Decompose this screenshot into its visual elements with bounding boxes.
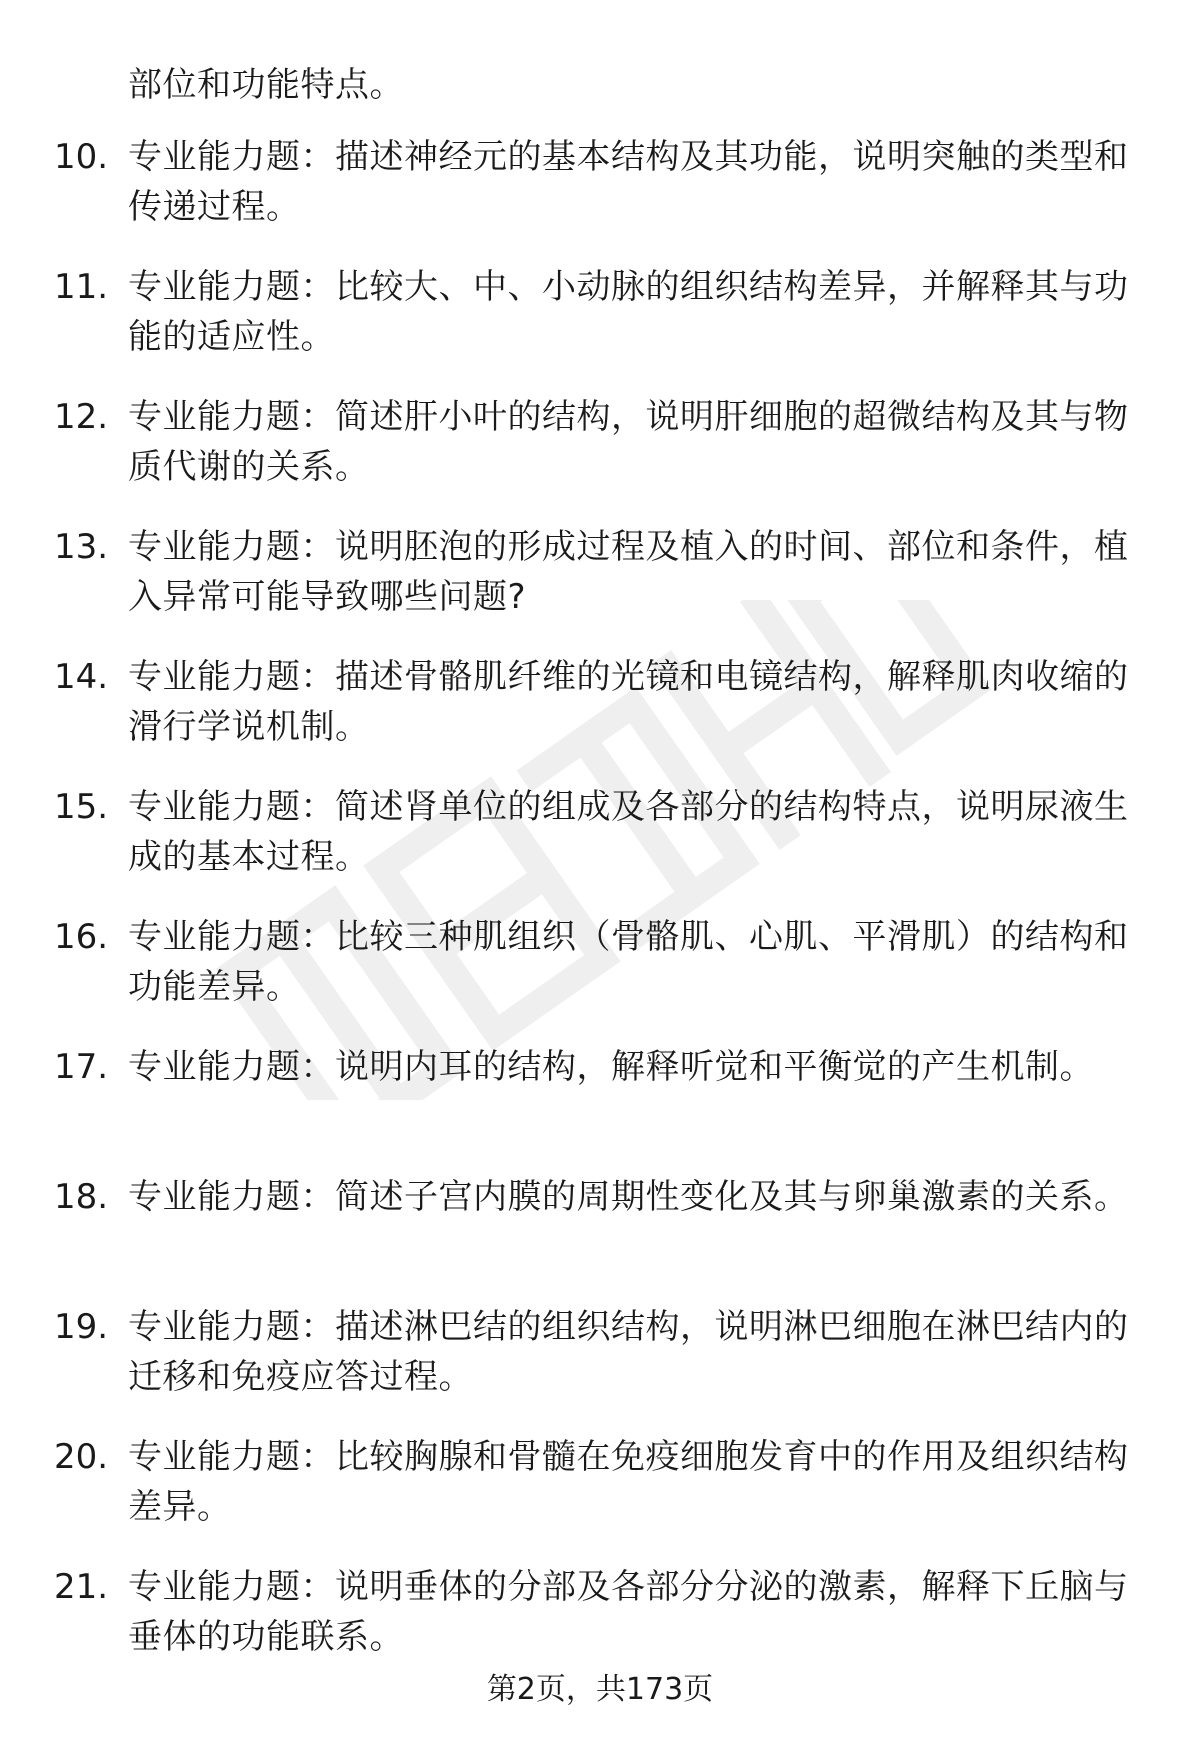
question-text: 专业能力题：简述子宫内膜的周期性变化及其与卵巢激素的关系。	[128, 1177, 1129, 1217]
question-text: 专业能力题：比较胸腺和骨髓在免疫细胞发育中的作用及组织结构差异。	[128, 1437, 1129, 1527]
question-text: 专业能力题：描述骨骼肌纤维的光镜和电镜结构，解释肌肉收缩的滑行学说机制。	[128, 657, 1129, 747]
question-item	[0, 522, 1200, 652]
question-list	[0, 132, 1200, 1692]
question-number: 14.	[54, 657, 109, 697]
question-number: 16.	[54, 917, 109, 957]
question-item	[0, 1432, 1200, 1562]
question-item	[0, 652, 1200, 782]
question-number: 20.	[54, 1437, 109, 1477]
question-item	[0, 1042, 1200, 1172]
question-number: 21.	[54, 1567, 109, 1607]
question-text: 专业能力题：比较三种肌组织（骨骼肌、心肌、平滑肌）的结构和功能差异。	[128, 917, 1129, 1007]
question-number: 15.	[54, 787, 109, 827]
question-item	[0, 1172, 1200, 1302]
question-number: 18.	[54, 1177, 109, 1217]
question-number: 17.	[54, 1047, 109, 1087]
question-text: 专业能力题：简述肾单位的组成及各部分的结构特点，说明尿液生成的基本过程。	[128, 787, 1129, 877]
question-number: 12.	[54, 397, 109, 437]
question-text: 专业能力题：简述肝小叶的结构，说明肝细胞的超微结构及其与物质代谢的关系。	[128, 397, 1129, 487]
question-number: 19.	[54, 1307, 109, 1347]
question-number: 10.	[54, 137, 109, 177]
question-item	[0, 392, 1200, 522]
page-footer: 第2页，共173页	[486, 1672, 714, 1707]
question-text: 专业能力题：描述淋巴结的组织结构，说明淋巴细胞在淋巴结内的迁移和免疫应答过程。	[128, 1307, 1129, 1397]
question-number: 11.	[54, 267, 109, 307]
question-number: 13.	[54, 527, 109, 567]
question-item	[0, 1302, 1200, 1432]
question-item	[0, 132, 1200, 262]
question-text: 专业能力题：说明内耳的结构，解释听觉和平衡觉的产生机制。	[128, 1047, 1094, 1087]
question-text: 专业能力题：描述神经元的基本结构及其功能，说明突触的类型和传递过程。	[128, 137, 1129, 227]
question-item	[0, 912, 1200, 1042]
question-item	[0, 262, 1200, 392]
question-text: 专业能力题：说明垂体的分部及各部分分泌的激素，解释下丘脑与垂体的功能联系。	[128, 1567, 1129, 1657]
question-text: 专业能力题：比较大、中、小动脉的组织结构差异，并解释其与功能的适应性。	[128, 267, 1129, 357]
question-text: 专业能力题：说明胚泡的形成过程及植入的时间、部位和条件，植入异常可能导致哪些问题?	[128, 527, 1129, 617]
continuation-text: 部位和功能特点。	[128, 65, 404, 105]
question-item	[0, 782, 1200, 912]
